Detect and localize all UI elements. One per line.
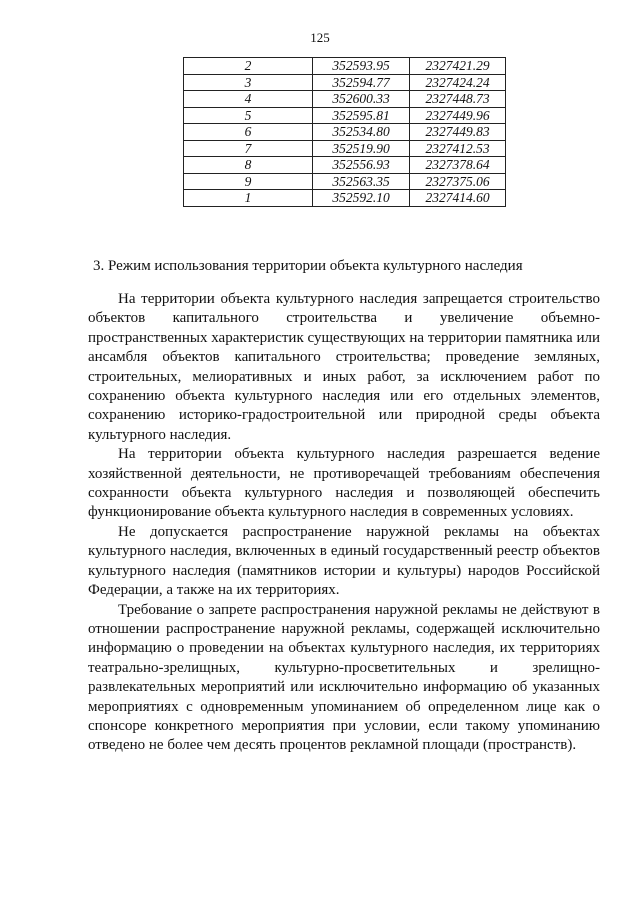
x-coordinate-cell: 352593.95 [313, 58, 410, 75]
paragraph-prohibitions: На территории объекта культурного наследия запрещается строительство объектов капитального строительства и увеличение объемно-пространственных характеристик существующих на территории памятника или ансамбля объектов капитального строительства; проведение земляных, строительных, мелиоративных и иных работ, за исключением работ по сохранению объекта культурного наследия или его отдельных элементов, сохранению историко-градостроительной или природной среды объекта культурного наследия. [88, 291, 600, 443]
paragraph-advertising-exceptions: Требование о запрете распространения наружной рекламы не действуют в отношении распространение наружной рекламы, содержащей исключительно информацию о проведении на объектах культурного наследия, их территориях театрально-зрелищных, культурно-просветительных и зрелищно-развлекательных мероприятий или исключительно информацию об указанных мероприятиях с одновременным упоминанием об определенном лице как о спонсоре конкретного мероприятия при условии, если такому упоминанию отведено не более чем десять процентов рекламной площади (пространств). [88, 601, 600, 754]
point-number-cell: 2 [184, 58, 313, 75]
y-coordinate-cell: 2327449.96 [410, 107, 506, 124]
y-coordinate-cell: 2327421.29 [410, 58, 506, 75]
x-coordinate-cell: 352592.10 [313, 190, 410, 207]
table-row [184, 157, 506, 174]
page-number: 125 [310, 30, 330, 45]
y-coordinate-cell: 2327375.06 [410, 173, 506, 190]
x-coordinate-cell: 352594.77 [313, 74, 410, 91]
paragraph-advertising-ban: Не допускается распространение наружной рекламы на объектах культурного наследия, включенных в единый государственный реестр объектов культурного наследия (памятников истории и культуры) народов Российской Федерации, а также на их территориях. [88, 523, 600, 599]
y-coordinate-cell: 2327378.64 [410, 157, 506, 174]
section-heading: 3. Режим использования территории объекта культурного наследия [93, 258, 523, 274]
table-row [184, 91, 506, 108]
y-coordinate-cell: 2327412.53 [410, 140, 506, 157]
table-row [184, 190, 506, 207]
y-coordinate-cell: 2327449.83 [410, 124, 506, 141]
table-row [184, 140, 506, 157]
point-number-cell: 8 [184, 157, 313, 174]
point-number-cell: 9 [184, 173, 313, 190]
x-coordinate-cell: 352534.80 [313, 124, 410, 141]
coordinates-table-body [184, 58, 506, 207]
coordinates-table [183, 57, 506, 207]
x-coordinate-cell: 352556.93 [313, 157, 410, 174]
y-coordinate-cell: 2327414.60 [410, 190, 506, 207]
section-body [88, 290, 600, 756]
x-coordinate-cell: 352595.81 [313, 107, 410, 124]
point-number-cell: 6 [184, 124, 313, 141]
table-row [184, 173, 506, 190]
point-number-cell: 5 [184, 107, 313, 124]
x-coordinate-cell: 352519.90 [313, 140, 410, 157]
table-row [184, 74, 506, 91]
x-coordinate-cell: 352600.33 [313, 91, 410, 108]
x-coordinate-cell: 352563.35 [313, 173, 410, 190]
table-row [184, 58, 506, 75]
table-row [184, 124, 506, 141]
point-number-cell: 3 [184, 74, 313, 91]
table-row [184, 107, 506, 124]
y-coordinate-cell: 2327424.24 [410, 74, 506, 91]
y-coordinate-cell: 2327448.73 [410, 91, 506, 108]
point-number-cell: 4 [184, 91, 313, 108]
point-number-cell: 1 [184, 190, 313, 207]
point-number-cell: 7 [184, 140, 313, 157]
paragraph-permitted-activity: На территории объекта культурного наследия разрешается ведение хозяйственной деятельности, не противоречащей требованиям обеспечения сохранности объекта культурного наследия и позволяющей обеспечить функционирование объекта культурного наследия в современных условиях. [88, 446, 600, 521]
